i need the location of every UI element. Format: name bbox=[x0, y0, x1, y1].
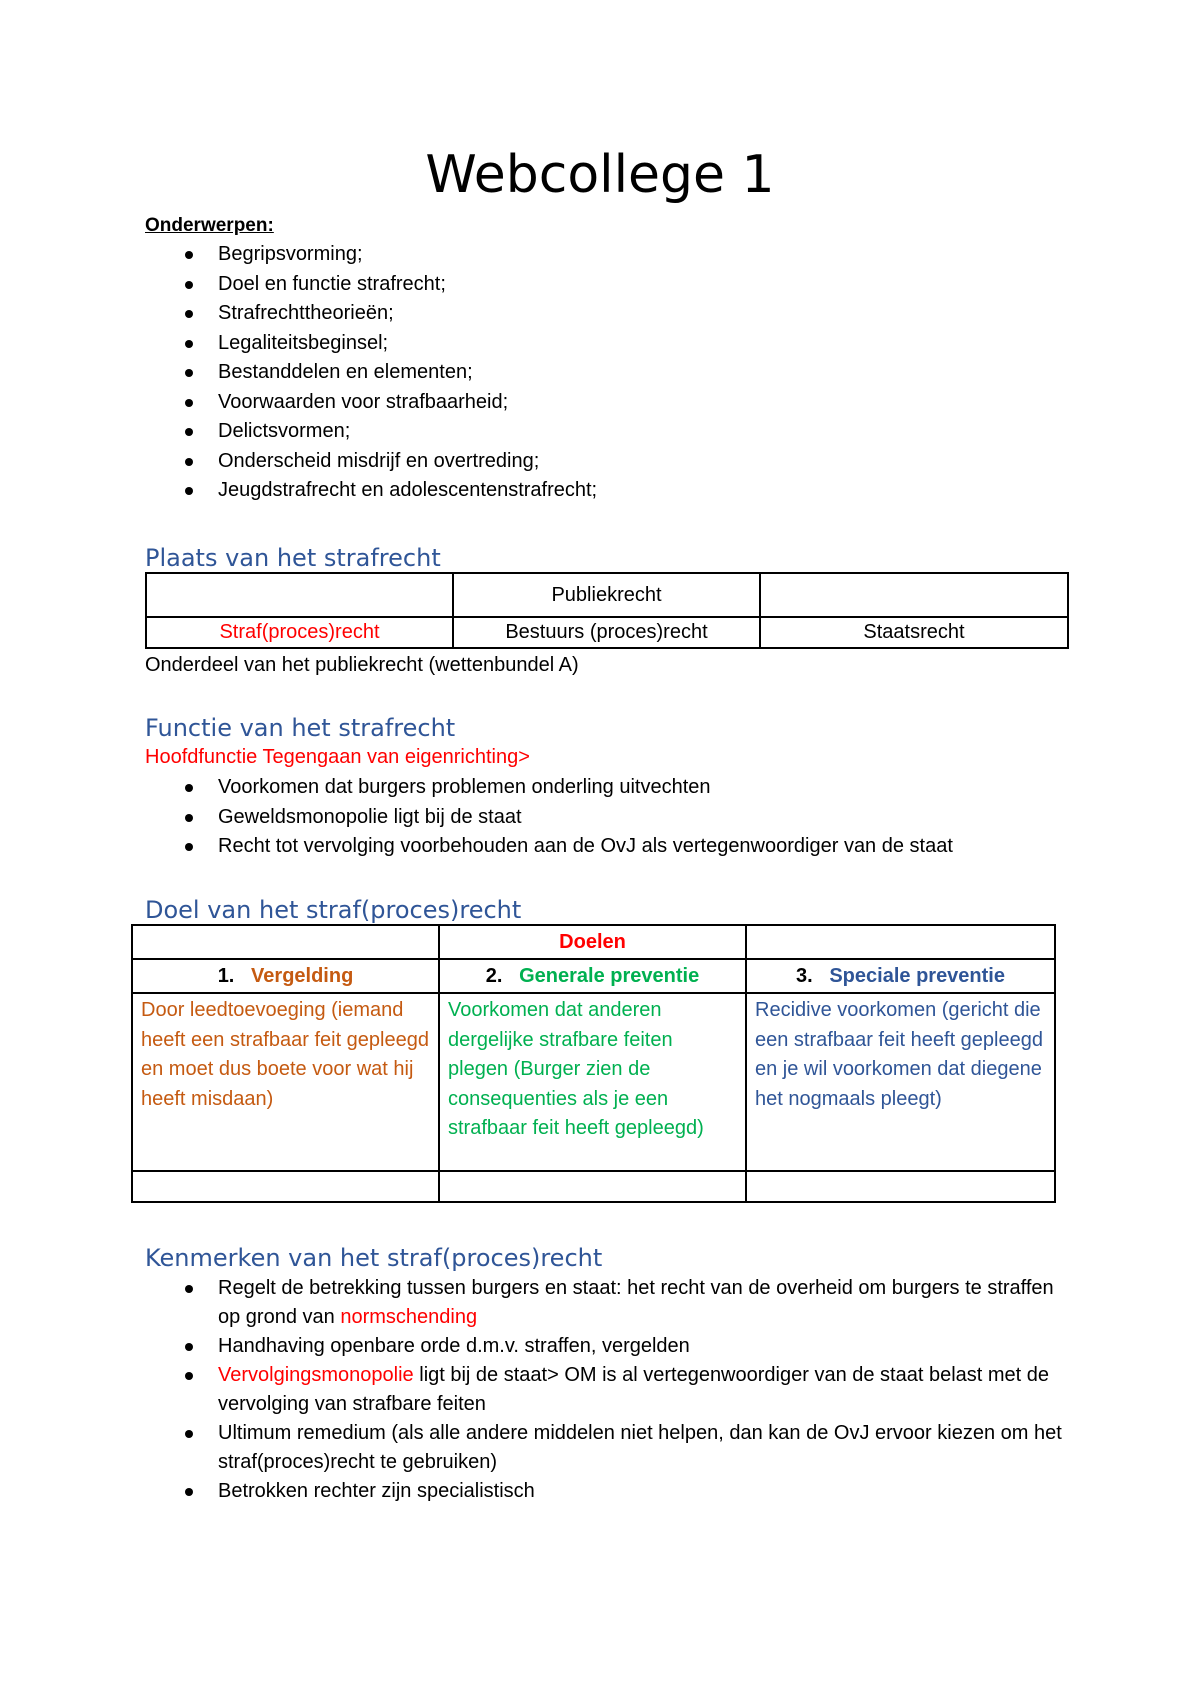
table-header-cell: Doelen bbox=[439, 925, 746, 959]
list-item bbox=[145, 1419, 1070, 1477]
item-text: Ultimum remedium (als alle andere middelen niet helpen, dan kan de OvJ ervoor kiezen om het straf(proces)recht te gebruiken) bbox=[218, 1422, 1062, 1473]
table-cell bbox=[146, 573, 453, 617]
list-item: Legaliteitsbeginsel; bbox=[145, 329, 597, 359]
section-heading-functie: Functie van het strafrecht bbox=[145, 714, 456, 742]
list-item bbox=[145, 1361, 1070, 1419]
list-item: Strafrechttheorieën; bbox=[145, 299, 597, 329]
table-cell bbox=[760, 573, 1068, 617]
table-cell bbox=[439, 1171, 746, 1202]
page-title: Webcollege 1 bbox=[425, 145, 775, 205]
list-item: Bestanddelen en elementen; bbox=[145, 358, 597, 388]
list-item: Doel en functie strafrecht; bbox=[145, 270, 597, 300]
goal-number: 2. bbox=[485, 964, 503, 987]
table-cell bbox=[746, 925, 1055, 959]
functie-list bbox=[145, 773, 953, 862]
table-cell: Bestuurs (proces)recht bbox=[453, 617, 760, 648]
section-heading-doel: Doel van het straf(proces)recht bbox=[145, 896, 522, 924]
item-text: Betrokken rechter zijn specialistisch bbox=[218, 1480, 535, 1502]
table-cell bbox=[132, 959, 439, 993]
plaats-note: Onderdeel van het publiekrecht (wettenbundel A) bbox=[145, 654, 579, 676]
doel-table bbox=[131, 924, 1056, 1203]
table-cell bbox=[439, 959, 746, 993]
section-heading-kenmerken: Kenmerken van het straf(proces)recht bbox=[145, 1244, 603, 1272]
table-cell: Door leedtoevoeging (iemand heeft een strafbaar feit gepleegd en moet dus boete voor wat hij heeft misdaan) bbox=[132, 993, 439, 1171]
list-item: Onderscheid misdrijf en overtreding; bbox=[145, 447, 597, 477]
table-cell bbox=[132, 1171, 439, 1202]
table-cell: Staatsrecht bbox=[760, 617, 1068, 648]
list-item: Recht tot vervolging voorbehouden aan de OvJ als vertegenwoordiger van de staat bbox=[145, 832, 953, 862]
list-item: Geweldsmonopolie ligt bij de staat bbox=[145, 803, 953, 833]
section-heading-plaats: Plaats van het strafrecht bbox=[145, 544, 441, 572]
table-cell bbox=[132, 925, 439, 959]
table-cell bbox=[746, 1171, 1055, 1202]
item-text: Handhaving openbare orde d.m.v. straffen, vergelden bbox=[218, 1335, 690, 1357]
list-item: Delictsvormen; bbox=[145, 417, 597, 447]
table-cell: Recidive voorkomen (gericht die een strafbaar feit heeft gepleegd en je wil voorkomen dat diegene het nogmaals pleegt) bbox=[746, 993, 1055, 1171]
table-header-cell: Publiekrecht bbox=[453, 573, 760, 617]
table-cell: Straf(proces)recht bbox=[146, 617, 453, 648]
kenmerken-list bbox=[145, 1274, 1070, 1506]
list-item bbox=[145, 1477, 1070, 1506]
list-item: Voorkomen dat burgers problemen onderling uitvechten bbox=[145, 773, 953, 803]
goal-name: Vergelding bbox=[251, 964, 354, 987]
list-item bbox=[145, 1274, 1070, 1332]
functie-subheading: Hoofdfunctie Tegengaan van eigenrichting> bbox=[145, 746, 530, 768]
list-item: Jeugdstrafrecht en adolescentenstrafrecht; bbox=[145, 476, 597, 506]
table-cell: Voorkomen dat anderen dergelijke strafbare feiten plegen (Burger zien de consequenties als je een strafbaar feit heeft gepleegd) bbox=[439, 993, 746, 1171]
list-item: Voorwaarden voor strafbaarheid; bbox=[145, 388, 597, 418]
goal-number: 3. bbox=[795, 964, 813, 987]
goal-name: Speciale preventie bbox=[829, 964, 1005, 987]
goal-number: 1. bbox=[217, 964, 235, 987]
item-text: Regelt de betrekking tussen burgers en staat: het recht van de overheid om burgers te straffen op grond van bbox=[218, 1277, 1054, 1328]
plaats-table bbox=[145, 572, 1069, 649]
list-item bbox=[145, 1332, 1070, 1361]
topics-label: Onderwerpen: bbox=[145, 215, 274, 236]
item-highlight: Vervolgingsmonopolie bbox=[218, 1364, 414, 1386]
item-text: ligt bij de staat> OM is al vertegenwoordiger van de staat belast met de vervolging van strafbare feiten bbox=[218, 1364, 1050, 1415]
topics-list bbox=[145, 240, 597, 506]
goal-name: Generale preventie bbox=[519, 964, 700, 987]
list-item: Begripsvorming; bbox=[145, 240, 597, 270]
table-cell bbox=[746, 959, 1055, 993]
item-highlight: normschending bbox=[340, 1306, 478, 1328]
